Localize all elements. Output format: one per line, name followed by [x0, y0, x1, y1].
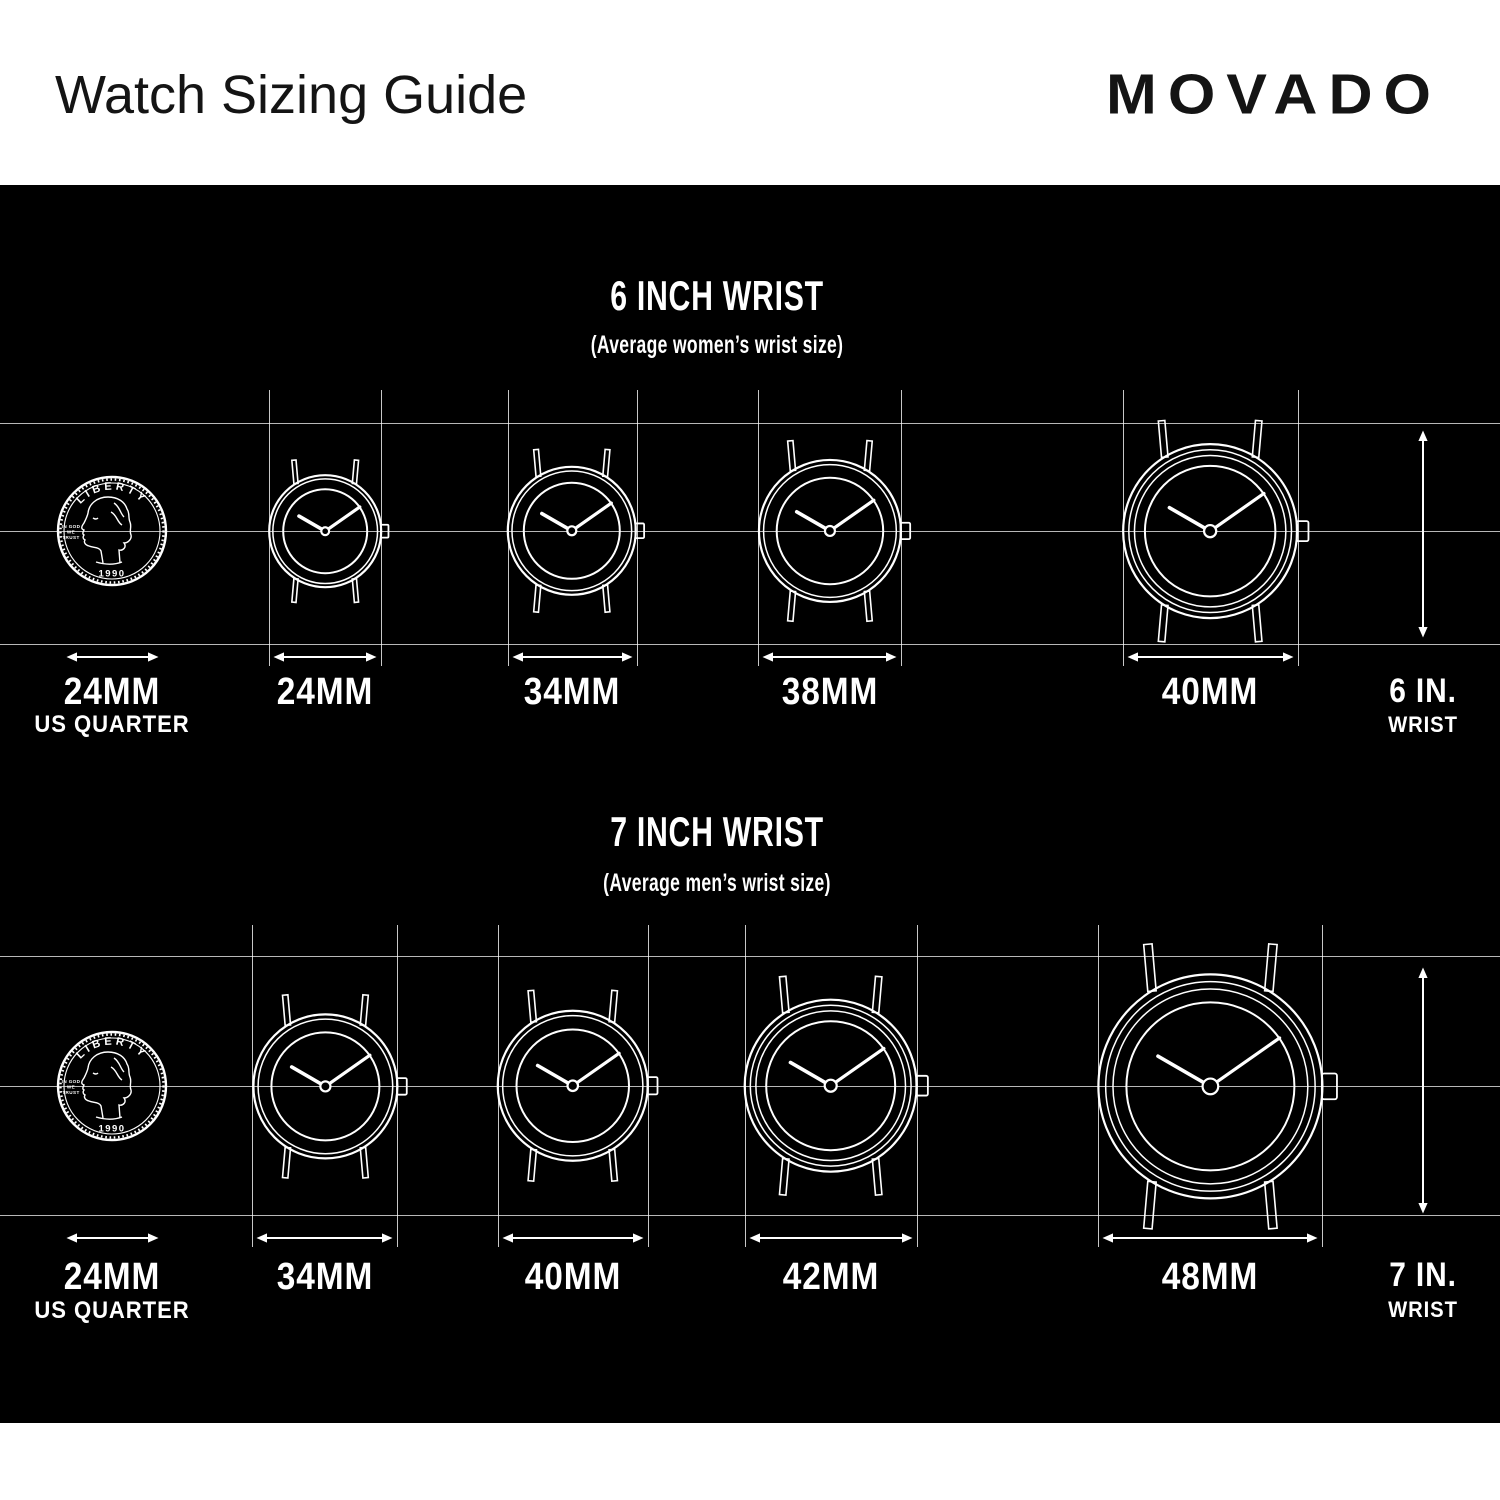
size-label-24mm: 24MM [63, 671, 161, 713]
svg-text:LIBERTY: LIBERTY [74, 480, 150, 507]
dimension-arrow-34mm [512, 650, 633, 664]
page-title: Watch Sizing Guide [55, 65, 528, 125]
section-heading-6-inch: 6 INCH WRIST [610, 272, 824, 319]
size-label-24mm: 24MM [276, 671, 374, 713]
svg-text:TRUST: TRUST [62, 1090, 80, 1095]
dimension-arrow-24mm [66, 650, 159, 664]
dimension-arrow-48mm [1102, 1231, 1318, 1245]
sublabel-us-quarter: US QUARTER [34, 711, 190, 738]
svg-text:IN GOD: IN GOD [61, 1079, 81, 1084]
dimension-arrow-42mm [749, 1231, 913, 1245]
svg-text:WE: WE [66, 529, 76, 535]
dimension-arrow-40mm [1127, 650, 1294, 664]
watch-illustration-34mm [221, 982, 430, 1191]
size-label-40mm: 40MM [1161, 671, 1259, 713]
section-subheading-7-inch: (Average men’s wrist size) [603, 869, 831, 897]
svg-text:TRUST: TRUST [62, 535, 80, 540]
dimension-arrow-34mm [256, 1231, 393, 1245]
wrist-sublabel: WRIST [1388, 712, 1458, 737]
wrist-size-label: 6 IN. [1389, 672, 1457, 710]
size-label-24mm: 24MM [63, 1256, 161, 1298]
dimension-arrow-38mm [762, 650, 897, 664]
coin-illustration-us-quarter [55, 474, 169, 588]
section-heading-7-inch: 7 INCH WRIST [610, 808, 824, 855]
watch-illustration-40mm [464, 977, 682, 1195]
size-label-34mm: 34MM [523, 671, 621, 713]
size-label-38mm: 38MM [781, 671, 879, 713]
wrist-length-arrow [1416, 430, 1430, 638]
size-label-42mm: 42MM [782, 1256, 880, 1298]
watch-illustration-42mm [706, 961, 955, 1210]
svg-text:1990: 1990 [98, 1123, 126, 1135]
svg-text:LIBERTY: LIBERTY [74, 1035, 150, 1062]
watch-illustration-34mm [479, 438, 665, 624]
size-label-34mm: 34MM [276, 1256, 374, 1298]
svg-text:WE: WE [66, 1084, 76, 1090]
watch-illustration-48mm [1048, 924, 1373, 1249]
size-label-40mm: 40MM [524, 1256, 622, 1298]
movado-logo: MOVADO [1106, 62, 1442, 126]
sublabel-us-quarter: US QUARTER [34, 1297, 190, 1324]
watch-illustration-40mm [1084, 405, 1336, 657]
wrist-size-label: 7 IN. [1389, 1256, 1457, 1294]
size-label-48mm: 48MM [1161, 1256, 1259, 1298]
svg-text:IN GOD: IN GOD [61, 524, 81, 529]
dimension-arrow-24mm [273, 650, 377, 664]
coin-illustration-us-quarter [55, 1029, 169, 1143]
watch-illustration-38mm [727, 428, 933, 634]
wrist-length-arrow [1416, 967, 1430, 1214]
dimension-arrow-40mm [502, 1231, 644, 1245]
svg-text:1990: 1990 [98, 568, 126, 580]
dimension-arrow-24mm [66, 1231, 159, 1245]
wrist-sublabel: WRIST [1388, 1297, 1458, 1322]
watch-illustration-24mm [244, 450, 406, 612]
section-subheading-6-inch: (Average women’s wrist size) [590, 331, 844, 359]
